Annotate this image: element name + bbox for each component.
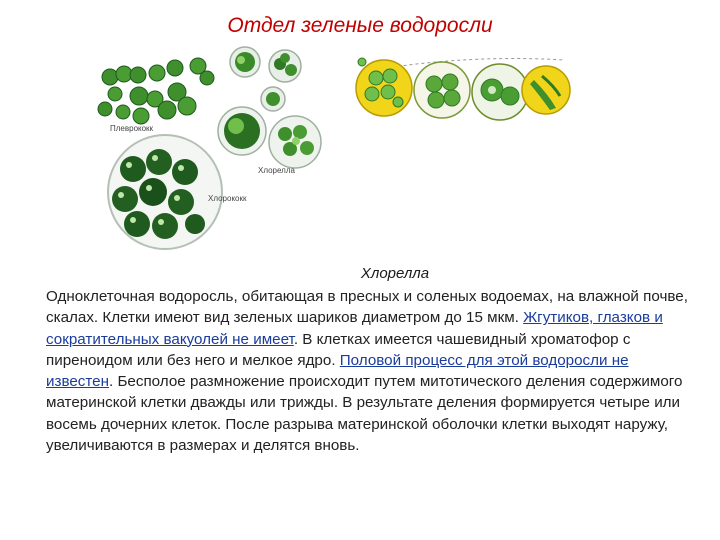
text-part-1: Одноклеточная водоросль, обитающая в пресных и соленых водоемах, на влажной почве, скалах. Клетки имеют вид зеленых шариков диаметром до 15 мкм. bbox=[46, 288, 688, 327]
label-chlorella: Хлорелла bbox=[258, 166, 295, 175]
text-part-2: . В клетках имеется чашевидный хроматофор с пиреноидом или без него и мелкое ядро. bbox=[46, 330, 631, 369]
pleurococcus-cells bbox=[98, 58, 214, 124]
label-pleurococcus: Плеврококк bbox=[110, 124, 154, 133]
link-no-flagella[interactable]: Жгутиков, глазков и сократительных вакуолей не имеет bbox=[46, 309, 663, 348]
link-sexual-process[interactable]: Половой процесс для этой водоросли не известен bbox=[46, 351, 629, 391]
division-stage-4 bbox=[522, 66, 570, 114]
division-stage-2 bbox=[414, 62, 470, 118]
division-stage-1 bbox=[356, 58, 412, 116]
section-subtitle: Хлорелла bbox=[360, 265, 430, 282]
page-title: Отдел зеленые водоросли bbox=[227, 14, 493, 37]
description-paragraph bbox=[46, 286, 696, 456]
algae-illustration-left bbox=[95, 44, 340, 254]
division-stage-3 bbox=[472, 64, 528, 120]
algae-illustration-right bbox=[352, 50, 572, 122]
text-part-3: . Бесполое размножение происходит путем митотического деления содержимого материнской клетки дважды или трижды. В результате деления формируется четыре или восемь дочерних клеток. После разрыва материнской оболочки клетки выходят наружу, увеличиваются в размерах и делятся вновь. bbox=[46, 373, 683, 455]
chlorococcus-cell bbox=[108, 135, 222, 249]
label-chlorococcus: Хлорококк bbox=[208, 194, 247, 203]
chlorella-cells bbox=[218, 47, 321, 168]
